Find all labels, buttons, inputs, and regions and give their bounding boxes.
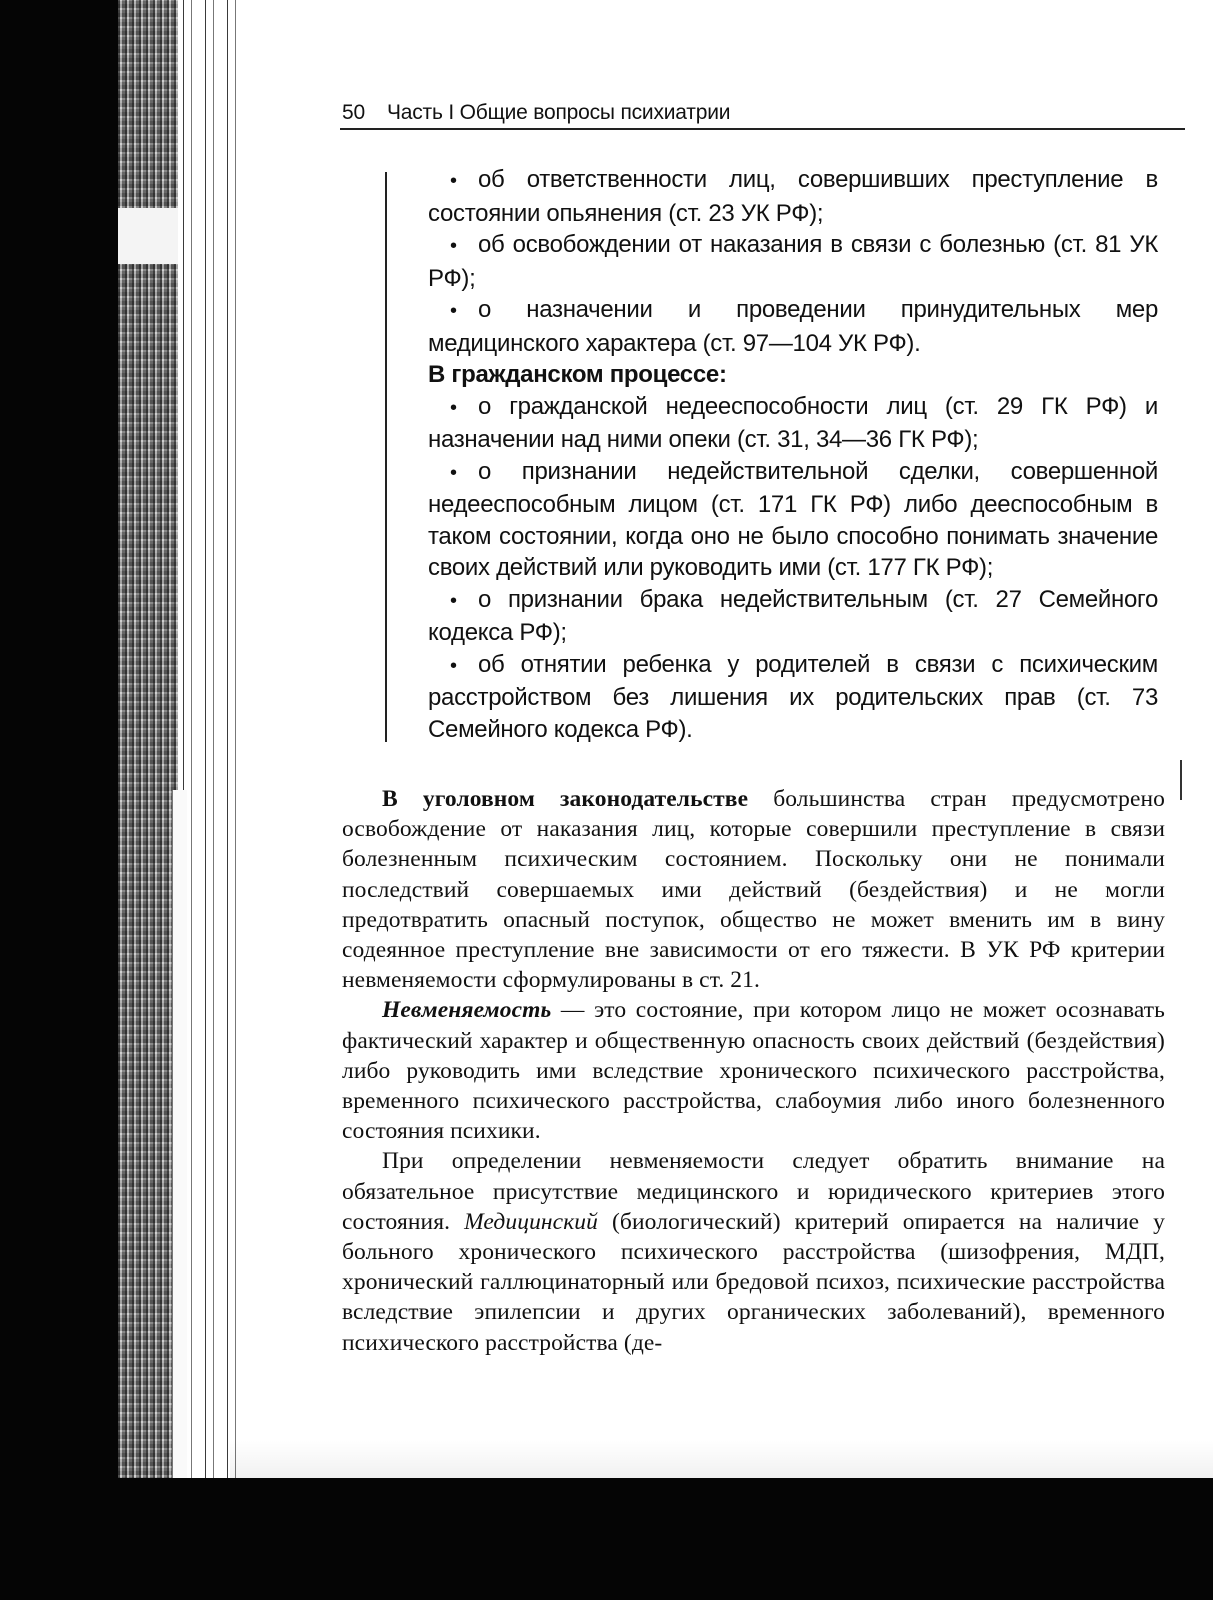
scan-spine-highlight [118, 208, 178, 264]
term: Невменяемость [382, 997, 552, 1024]
scan-spine-shadow [0, 0, 118, 1600]
list-item: • о признании недействительной сделки, совершенной недееспособным лицом (ст. 171 ГК РФ) либо дееспособным в таком состоянии, когда оно не было способно понимать значение своих действий или руководить ими (ст. 177 ГК РФ); [428, 456, 1158, 584]
margin-mark [1180, 760, 1182, 800]
list-item: • о назначении и проведении принудительных мер медицинского характера (ст. 97—104 УК РФ). [428, 294, 1158, 359]
list-item: • об освобождении от наказания в связи с болезнью (ст. 81 УК РФ); [428, 229, 1158, 294]
body-text [342, 784, 1165, 1358]
term: Медицинский [464, 1208, 599, 1235]
scan-page-edge-strip [172, 790, 187, 1480]
list-item: • о гражданской недееспособности лиц (ст. 29 ГК РФ) и назначении над ними опеки (ст. 31, 34—36 ГК РФ); [428, 391, 1158, 456]
paragraph [342, 1146, 1165, 1357]
scan-bottom-gradient [230, 1440, 1213, 1480]
paragraph-text: — это состояние, при котором лицо не может осознавать фактический характер и общественную опасность своих действий (бездействия) либо руководить ими вследствие хронического психического расстройства, временного психического расстройства, слабоумия либо иного болезненного состояния психики. [342, 997, 1165, 1145]
paragraph-text: большинства стран предусмотрено освобождение от наказания лиц, которые совершили преступление в связи болезненным психическим состоянием. Поскольку они не понимали последствий совершаемых ими действий (бездействия) и не могли предотвратить опасный поступок, общество не может вменить им в вину содеянное преступление вне зависимости от его тяжести. В УК РФ критерии невменяемости сформулированы в ст. 21. [342, 786, 1165, 994]
paragraph [342, 784, 1165, 995]
header-rule [340, 128, 1185, 130]
running-head [342, 101, 1172, 125]
scan-page-edges [178, 0, 240, 1480]
bold-lead: В уголовном законодательстве [382, 786, 749, 812]
list-item: • об отнятии ребенка у родителей в связи с психическим расстройством без лишения их родительских прав (ст. 73 Семейного кодекса РФ). [428, 649, 1158, 746]
running-title: Часть I Общие вопросы психиатрии [386, 101, 731, 124]
paragraph [342, 995, 1165, 1146]
boxed-list [428, 164, 1158, 745]
list-item: • о признании брака недействительным (ст. 27 Семейного кодекса РФ); [428, 584, 1158, 649]
subheading: В гражданском процессе: [428, 361, 727, 388]
boxed-section-rule [385, 172, 387, 742]
paragraph-text: При определении невменяемости следует обратить внимание на обязательное присутствие медицинского и юридического критериев этого состояния. [342, 1148, 1165, 1235]
scan-bottom-shadow [0, 1478, 1213, 1600]
list-item: • об ответственности лиц, совершивших преступление в состоянии опьянения (ст. 23 УК РФ); [428, 164, 1158, 229]
page-number: 50 [342, 101, 365, 124]
paragraph-text: (биологический) критерий опирается на наличие у больного хронического психического расстройства (шизофрения, МДП, хронический галлюцинаторный или бредовой психоз, психические расстройства вследствие эпилепсии и других органических заболеваний), временного психического расстройства (де- [342, 1208, 1165, 1356]
